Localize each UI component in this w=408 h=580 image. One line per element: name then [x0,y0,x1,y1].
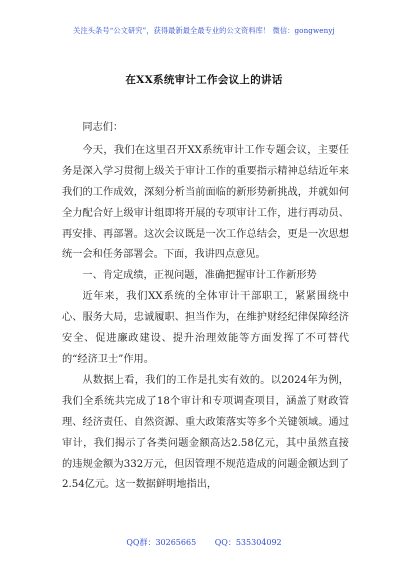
document-title: 在XX系统审计工作会议上的讲话 [125,74,283,86]
footer-contact [0,537,408,548]
header-promo-note: 关注头条号“公文研究”，获得最新最全最专业的公文资料库！ 微信：gongwenyj [73,26,335,35]
paragraph-data: 从数据上看，我们的工作是扎实有效的。以2024年为例，我们全系统共完成了18个审计和专项调查项目，涵盖了财政管理、经济责任、自然资源、重大政策落实等多个关键领域。通过审计，我们揭示了各类问题金额高达2.58亿元，其中虽然直接的违规金额为332万元，但因管理不规范造成的问题金额达到了2.54亿元。这一数据鲜明地指出， [62,374,349,491]
document-body [62,118,349,496]
paragraph-opening: 今天，我们在这里召开XX系统审计工作专题会议，主要任务是深入学习贯彻上级关于审计工作的重要指示精神总结近年来我们的工作成效，深刻分析当前面临的新形势新挑战，并就如何全力配合好上级审计组即将开展的专项审计工作，进行再动员、再安排、再部署。这次会议既是一次工作总结会，更是一次思想统一会和任务部署会。下面，我讲四点意见。 [62,144,349,261]
section-heading-1: 一、肯定成绩，正视问题，准确把握审计工作新形势 [82,270,317,282]
greeting: 同志们： [82,122,124,133]
footer-qq: QQ：535304092 [214,538,282,547]
paragraph-achievements: 近年来，我们XX系统的全体审计干部职工，紧紧围绕中心、服务大局，忠诚履职、担当作为，在维护财经纪律保障经济安全、促进廉政建设、提升治理效能等方面发挥了不可替代的“经济卫士”作用。 [62,291,349,365]
footer-qq-group: QQ群：30265665 [126,538,197,547]
